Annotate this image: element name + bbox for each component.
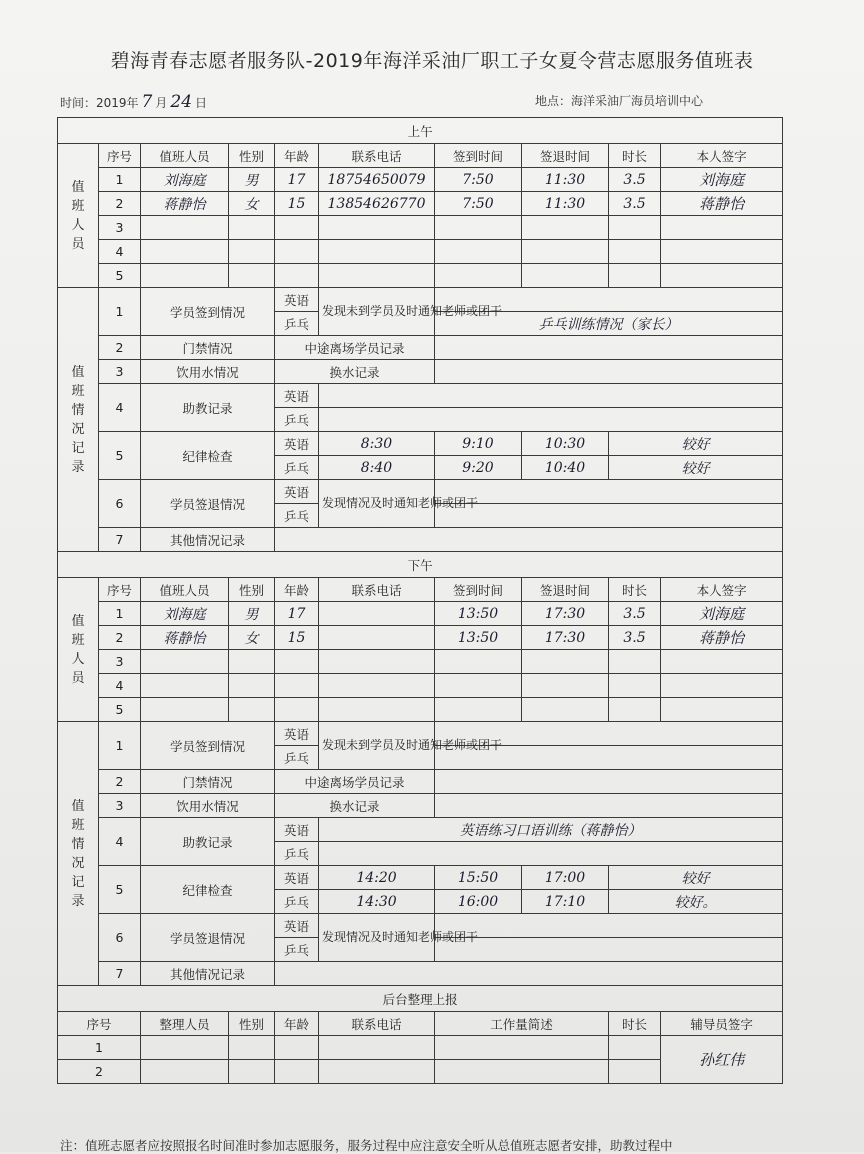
col-header-duration: 时长 xyxy=(609,1012,661,1036)
morning-record-row xyxy=(58,336,783,360)
handwritten-month: 7 xyxy=(141,92,153,112)
morning-record-row xyxy=(58,360,783,384)
discipline-check-time: 8:30 xyxy=(319,432,435,456)
checkin-time: 7:50 xyxy=(435,168,522,192)
staff-gender: 女 xyxy=(229,192,275,216)
col-header-gender: 性别 xyxy=(229,144,275,168)
subject-pingpong: 乒乓 xyxy=(275,456,319,480)
afternoon-staff-row xyxy=(58,674,783,698)
record-number: 4 xyxy=(99,384,141,432)
afternoon-staff-header-row xyxy=(58,578,783,602)
record-label: 学员签到情况 xyxy=(141,288,275,336)
duty-table xyxy=(57,117,783,1084)
morning-staff-header-row xyxy=(58,144,783,168)
discipline-check-time: 15:50 xyxy=(435,866,522,890)
row-number: 1 xyxy=(99,602,141,626)
duration: 3.5 xyxy=(609,168,661,192)
col-header-name: 值班人员 xyxy=(141,578,229,602)
discipline-result: 较好 xyxy=(609,866,783,890)
morning-staff-row xyxy=(58,264,783,288)
afternoon-staff-row xyxy=(58,698,783,722)
subject-english: 英语 xyxy=(275,384,319,408)
duty-date xyxy=(60,92,207,112)
row-number: 5 xyxy=(99,264,141,288)
signature: 刘海庭 xyxy=(661,602,783,626)
morning-record-row xyxy=(58,432,783,456)
staff-name: 蒋静怡 xyxy=(141,192,229,216)
morning-staff-row xyxy=(58,216,783,240)
record-label: 纪律检查 xyxy=(141,866,275,914)
checkout-time: 11:30 xyxy=(522,168,609,192)
morning-staff-row xyxy=(58,240,783,264)
discipline-check-time: 17:00 xyxy=(522,866,609,890)
row-number: 2 xyxy=(58,1060,141,1084)
subject-pingpong: 乒乓 xyxy=(275,842,319,866)
col-header-checkout: 签退时间 xyxy=(522,144,609,168)
section-header-morning: 上午 xyxy=(58,118,783,144)
morning-record-row xyxy=(58,384,783,408)
record-number: 3 xyxy=(99,794,141,818)
discipline-check-time: 14:30 xyxy=(319,890,435,914)
col-header-no: 序号 xyxy=(58,1012,141,1036)
checkin-time: 13:50 xyxy=(435,626,522,650)
staff-phone xyxy=(319,626,435,650)
record-label: 饮用水情况 xyxy=(141,794,275,818)
duration: 3.5 xyxy=(609,192,661,216)
subject-english: 英语 xyxy=(275,722,319,746)
record-label: 门禁情况 xyxy=(141,336,275,360)
signature: 蒋静怡 xyxy=(661,626,783,650)
staff-phone xyxy=(319,602,435,626)
staff-name: 蒋静怡 xyxy=(141,626,229,650)
discipline-check-time: 8:40 xyxy=(319,456,435,480)
day-unit: 日 xyxy=(195,96,208,110)
morning-record-row xyxy=(58,288,783,312)
month-unit: 月 xyxy=(155,96,168,110)
col-header-counselor-signature: 辅导员签字 xyxy=(661,1012,783,1036)
subject-english: 英语 xyxy=(275,866,319,890)
staff-name: 刘海庭 xyxy=(141,168,229,192)
discipline-check-time: 14:20 xyxy=(319,866,435,890)
col-header-signature: 本人签字 xyxy=(661,578,783,602)
record-label: 学员签退情况 xyxy=(141,480,275,528)
discipline-check-time: 10:40 xyxy=(522,456,609,480)
record-number: 5 xyxy=(99,432,141,480)
duration: 3.5 xyxy=(609,602,661,626)
record-number: 5 xyxy=(99,866,141,914)
discipline-result: 较好 xyxy=(609,456,783,480)
morning-staff-group-label: 值 班 人 员 xyxy=(58,144,99,288)
checkout-time: 17:30 xyxy=(522,626,609,650)
afternoon-staff-row xyxy=(58,650,783,674)
staff-age: 17 xyxy=(275,602,319,626)
backoffice-row xyxy=(58,1036,783,1060)
record-label: 门禁情况 xyxy=(141,770,275,794)
discipline-check-time: 9:10 xyxy=(435,432,522,456)
subject-english: 英语 xyxy=(275,288,319,312)
afternoon-staff-row xyxy=(58,626,783,650)
subject-english: 英语 xyxy=(275,480,319,504)
record-number: 1 xyxy=(99,722,141,770)
col-header-checkin: 签到时间 xyxy=(435,578,522,602)
subject-english: 英语 xyxy=(275,818,319,842)
afternoon-record-row xyxy=(58,818,783,842)
discipline-check-time: 10:30 xyxy=(522,432,609,456)
col-header-phone: 联系电话 xyxy=(319,144,435,168)
row-number: 2 xyxy=(99,626,141,650)
morning-record-row xyxy=(58,480,783,504)
record-number: 2 xyxy=(99,336,141,360)
col-header-gender: 性别 xyxy=(229,1012,275,1036)
morning-record-group-label: 值 班 情 况 记 录 xyxy=(58,288,99,552)
checkin-time: 13:50 xyxy=(435,602,522,626)
discipline-check-time: 9:20 xyxy=(435,456,522,480)
counselor-signature: 孙红伟 xyxy=(661,1036,783,1084)
subject-pingpong: 乒乓 xyxy=(275,938,319,962)
record-label: 纪律检查 xyxy=(141,432,275,480)
record-label: 助教记录 xyxy=(141,818,275,866)
handwritten-note: 乒乓训练情况（家长） xyxy=(435,312,783,336)
subject-pingpong: 乒乓 xyxy=(275,746,319,770)
row-number: 3 xyxy=(99,216,141,240)
col-header-checkin: 签到时间 xyxy=(435,144,522,168)
staff-name: 刘海庭 xyxy=(141,602,229,626)
record-label: 饮用水情况 xyxy=(141,360,275,384)
col-header-no: 序号 xyxy=(99,578,141,602)
discipline-result: 较好。 xyxy=(609,890,783,914)
discipline-check-time: 17:10 xyxy=(522,890,609,914)
afternoon-record-row xyxy=(58,914,783,938)
record-label: 学员签到情况 xyxy=(141,722,275,770)
staff-phone: 13854626770 xyxy=(319,192,435,216)
subject-pingpong: 乒乓 xyxy=(275,890,319,914)
afternoon-record-row xyxy=(58,770,783,794)
col-header-name: 值班人员 xyxy=(141,144,229,168)
afternoon-staff-group-label: 值 班 人 员 xyxy=(58,578,99,722)
col-header-phone: 联系电话 xyxy=(319,578,435,602)
col-header-gender: 性别 xyxy=(229,578,275,602)
afternoon-record-row xyxy=(58,794,783,818)
duty-location: 地点：海洋采油厂海员培训中心 xyxy=(535,94,704,108)
subject-english: 英语 xyxy=(275,432,319,456)
subject-pingpong: 乒乓 xyxy=(275,408,319,432)
discipline-check-time: 16:00 xyxy=(435,890,522,914)
signature: 刘海庭 xyxy=(661,168,783,192)
col-header-duration: 时长 xyxy=(609,578,661,602)
handwritten-day: 24 xyxy=(170,92,193,112)
record-instruction: 中途离场学员记录 xyxy=(275,336,435,360)
page-title: 碧海青春志愿者服务队-2019年海洋采油厂职工子女夏令营志愿服务值班表 xyxy=(110,50,754,72)
footer-note: 注：值班志愿者应按照报名时间准时参加志愿服务，服务过程中应注意安全听从总值班志愿者安排，助教过程中 xyxy=(60,1138,673,1153)
staff-phone: 18754650079 xyxy=(319,168,435,192)
row-number: 5 xyxy=(99,698,141,722)
backoffice-header-row xyxy=(58,1012,783,1036)
record-label: 学员签退情况 xyxy=(141,914,275,962)
record-instruction: 换水记录 xyxy=(275,360,435,384)
staff-age: 15 xyxy=(275,192,319,216)
col-header-signature: 本人签字 xyxy=(661,144,783,168)
record-number: 2 xyxy=(99,770,141,794)
subject-english: 英语 xyxy=(275,914,319,938)
row-number: 4 xyxy=(99,674,141,698)
morning-staff-row xyxy=(58,168,783,192)
col-header-checkout: 签退时间 xyxy=(522,578,609,602)
staff-age: 15 xyxy=(275,626,319,650)
row-number: 3 xyxy=(99,650,141,674)
date-label: 时间：2019年 xyxy=(60,96,139,110)
handwritten-note: 英语练习口语训练（蒋静怡） xyxy=(319,818,783,842)
discipline-result: 较好 xyxy=(609,432,783,456)
row-number: 1 xyxy=(99,168,141,192)
record-instruction: 换水记录 xyxy=(275,794,435,818)
row-number: 2 xyxy=(99,192,141,216)
afternoon-record-row xyxy=(58,866,783,890)
record-instruction: 中途离场学员记录 xyxy=(275,770,435,794)
subject-pingpong: 乒乓 xyxy=(275,504,319,528)
record-instruction: 发现情况及时通知老师或团干 xyxy=(319,914,435,962)
staff-gender: 男 xyxy=(229,168,275,192)
morning-staff-row xyxy=(58,192,783,216)
checkout-time: 17:30 xyxy=(522,602,609,626)
record-number: 6 xyxy=(99,480,141,528)
record-number: 7 xyxy=(99,962,141,986)
record-number: 6 xyxy=(99,914,141,962)
section-header-afternoon: 下午 xyxy=(58,552,783,578)
record-number: 3 xyxy=(99,360,141,384)
record-label: 其他情况记录 xyxy=(141,962,275,986)
record-number: 4 xyxy=(99,818,141,866)
subject-pingpong: 乒乓 xyxy=(275,312,319,336)
record-label: 助教记录 xyxy=(141,384,275,432)
staff-age: 17 xyxy=(275,168,319,192)
afternoon-record-row xyxy=(58,722,783,746)
checkout-time: 11:30 xyxy=(522,192,609,216)
col-header-age: 年龄 xyxy=(275,578,319,602)
duration: 3.5 xyxy=(609,626,661,650)
col-header-age: 年龄 xyxy=(275,144,319,168)
col-header-no: 序号 xyxy=(99,144,141,168)
record-instruction: 发现情况及时通知老师或团干 xyxy=(319,480,435,528)
col-header-workload: 工作量简述 xyxy=(435,1012,609,1036)
col-header-organizer: 整理人员 xyxy=(141,1012,229,1036)
signature: 蒋静怡 xyxy=(661,192,783,216)
row-number: 1 xyxy=(58,1036,141,1060)
morning-record-row xyxy=(58,528,783,552)
col-header-age: 年龄 xyxy=(275,1012,319,1036)
staff-gender: 女 xyxy=(229,626,275,650)
record-instruction: 发现未到学员及时通知老师或团干 xyxy=(319,722,435,770)
afternoon-staff-row xyxy=(58,602,783,626)
afternoon-record-row xyxy=(58,962,783,986)
row-number: 4 xyxy=(99,240,141,264)
col-header-duration: 时长 xyxy=(609,144,661,168)
afternoon-record-group-label: 值 班 情 况 记 录 xyxy=(58,722,99,986)
section-header-backoffice: 后台整理上报 xyxy=(58,986,783,1012)
checkin-time: 7:50 xyxy=(435,192,522,216)
col-header-phone: 联系电话 xyxy=(319,1012,435,1036)
record-instruction: 发现未到学员及时通知老师或团干 xyxy=(319,288,435,336)
record-label: 其他情况记录 xyxy=(141,528,275,552)
record-number: 1 xyxy=(99,288,141,336)
record-number: 7 xyxy=(99,528,141,552)
staff-gender: 男 xyxy=(229,602,275,626)
